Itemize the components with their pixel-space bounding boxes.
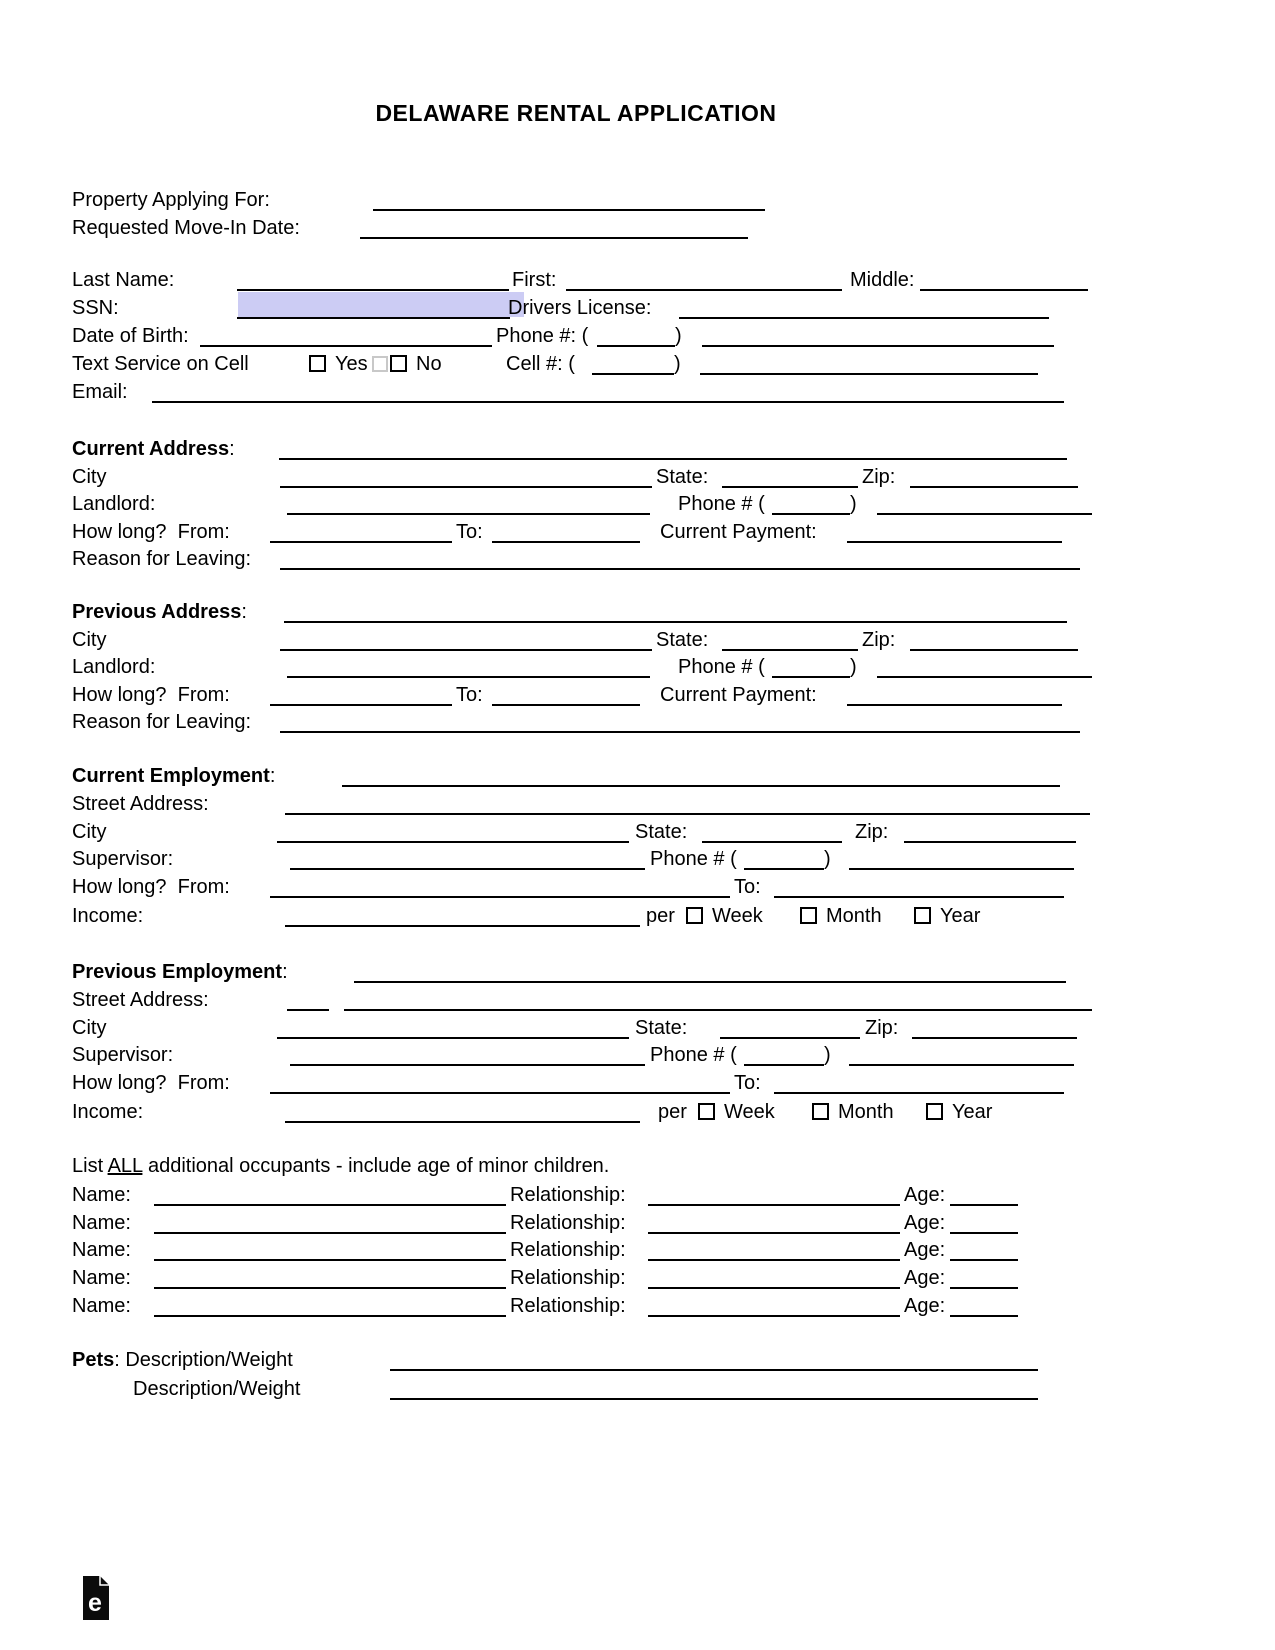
city-line	[277, 1037, 629, 1039]
ssn-line	[237, 317, 510, 319]
page-title: DELAWARE RENTAL APPLICATION	[375, 100, 777, 126]
to-line	[492, 704, 640, 706]
occupant-relationship-label: Relationship:	[510, 1212, 626, 1234]
current-address-heading	[72, 436, 235, 462]
move-in-date-label: Requested Move-In Date:	[72, 217, 300, 239]
occupant-name-label: Name:	[72, 1212, 131, 1234]
current-employment-income-row	[72, 902, 1080, 930]
street-address-label: Street Address:	[72, 793, 209, 815]
current-employment-howlong-row	[72, 873, 1080, 901]
reason-for-leaving-label: Reason for Leaving:	[72, 548, 252, 570]
street-address-label: Street Address:	[72, 989, 209, 1011]
text-service-cell-row	[72, 350, 1080, 378]
occupant-name-line	[154, 1315, 506, 1317]
occupant-relationship-line	[648, 1204, 900, 1206]
city-label: City	[72, 1017, 107, 1039]
move-in-date-line	[360, 237, 748, 239]
occupant-age-label: Age:	[904, 1212, 946, 1234]
supervisor-phone-paren-close: )	[824, 1044, 831, 1066]
state-label: State:	[635, 821, 688, 843]
supervisor-phone-paren-close: )	[824, 848, 831, 870]
state-line	[722, 486, 858, 488]
email-line	[152, 401, 1064, 403]
current-address-heading-text: Current Address	[72, 438, 230, 460]
eforms-logo	[83, 1576, 109, 1620]
occupant-relationship-line	[648, 1287, 900, 1289]
current-address-landlord-row	[72, 490, 1080, 518]
zip-label: Zip:	[865, 1017, 899, 1039]
occupant-name-line	[154, 1232, 506, 1234]
cell-number-label: Cell #: (	[506, 353, 575, 375]
no-label: No	[416, 353, 442, 375]
supervisor-phone-line	[849, 1064, 1074, 1066]
occupant-row	[72, 1264, 1080, 1292]
property-applying-for-row	[72, 186, 1080, 214]
previous-address-city-row	[72, 626, 1080, 654]
city-line	[280, 486, 652, 488]
state-line	[720, 1037, 860, 1039]
current-employment-line	[342, 785, 1060, 787]
occupant-relationship-label: Relationship:	[510, 1267, 626, 1289]
week-label: Week	[724, 1101, 775, 1123]
city-label: City	[72, 629, 107, 651]
previous-employment-heading-text: Previous Employment	[72, 961, 283, 983]
occupant-age-line	[950, 1287, 1018, 1289]
phone-number-line	[702, 345, 1054, 347]
year-label: Year	[940, 905, 981, 927]
pets-description-line-2	[390, 1398, 1038, 1400]
state-label: State:	[656, 629, 709, 651]
occupant-age-label: Age:	[904, 1295, 946, 1317]
last-name-line	[237, 289, 509, 291]
city-label: City	[72, 821, 107, 843]
previous-address-heading	[72, 599, 247, 625]
occupant-name-label: Name:	[72, 1295, 131, 1317]
phone-area-code-line	[597, 345, 675, 347]
current-employment-heading-text: Current Employment	[72, 765, 270, 787]
previous-address-line	[284, 621, 1067, 623]
occupant-relationship-label: Relationship:	[510, 1239, 626, 1261]
previous-address-heading-text: Previous Address	[72, 601, 242, 623]
landlord-phone-line	[877, 513, 1092, 515]
how-long-from-label: How long? From:	[72, 1072, 230, 1094]
occupant-relationship-line	[648, 1259, 900, 1261]
from-line	[270, 704, 452, 706]
landlord-phone-area-line	[772, 676, 850, 678]
email-label: Email:	[72, 381, 128, 403]
year-checkbox-icon	[914, 907, 931, 924]
per-label: per	[658, 1101, 687, 1123]
to-label: To:	[456, 684, 483, 706]
no-checkbox-icon	[390, 355, 407, 372]
middle-name-label: Middle:	[850, 269, 915, 291]
pets-row-1	[72, 1346, 1080, 1374]
reason-for-leaving-line	[280, 568, 1080, 570]
supervisor-label: Supervisor:	[72, 1044, 174, 1066]
current-address-line	[279, 458, 1067, 460]
how-long-from-label: How long? From:	[72, 684, 230, 706]
drivers-license-line	[679, 317, 1049, 319]
reason-for-leaving-line	[280, 731, 1080, 733]
yes-checkbox-icon	[309, 355, 326, 372]
occupant-name-label: Name:	[72, 1184, 131, 1206]
occupant-name-line	[154, 1259, 506, 1261]
previous-employment-street-row	[72, 986, 1080, 1014]
cell-number-line	[700, 373, 1038, 375]
ssn-input-field[interactable]	[238, 292, 524, 317]
occupant-name-label: Name:	[72, 1267, 131, 1289]
text-service-checkbox-widget[interactable]	[372, 356, 388, 372]
year-checkbox-icon	[926, 1103, 943, 1120]
previous-employment-income-row	[72, 1098, 1080, 1126]
supervisor-phone-area-line	[744, 1064, 824, 1066]
occupants-intro-pre: List	[72, 1155, 108, 1177]
zip-line	[910, 649, 1078, 651]
zip-line	[910, 486, 1078, 488]
month-checkbox-icon	[812, 1103, 829, 1120]
occupant-age-label: Age:	[904, 1267, 946, 1289]
supervisor-line	[290, 868, 645, 870]
state-line	[722, 649, 858, 651]
occupant-age-label: Age:	[904, 1184, 946, 1206]
pets-description-weight-label: : Description/Weight	[114, 1349, 293, 1371]
occupant-row	[72, 1292, 1080, 1320]
previous-employment-line	[354, 981, 1066, 983]
landlord-phone-line	[877, 676, 1092, 678]
current-address-reason-row	[72, 545, 1080, 573]
occupants-intro-row	[72, 1152, 1080, 1180]
cell-paren-close: )	[674, 353, 681, 375]
previous-employment-howlong-row	[72, 1069, 1080, 1097]
landlord-phone-label: Phone # (	[678, 656, 765, 678]
to-line	[774, 1092, 1064, 1094]
current-address-heading-row	[72, 435, 1080, 463]
state-label: State:	[656, 466, 709, 488]
occupant-row	[72, 1236, 1080, 1264]
occupant-name-line	[154, 1287, 506, 1289]
week-checkbox-icon	[686, 907, 703, 924]
zip-label: Zip:	[862, 466, 896, 488]
how-long-from-label: How long? From:	[72, 521, 230, 543]
pets-row-2	[72, 1375, 1080, 1403]
landlord-phone-area-line	[772, 513, 850, 515]
week-checkbox-icon	[698, 1103, 715, 1120]
move-in-date-row	[72, 214, 1080, 242]
supervisor-label: Supervisor:	[72, 848, 174, 870]
occupant-name-label: Name:	[72, 1239, 131, 1261]
zip-line	[904, 841, 1076, 843]
pets-heading-text: Pets	[72, 1349, 115, 1371]
supervisor-phone-label: Phone # (	[650, 1044, 737, 1066]
reason-for-leaving-label: Reason for Leaving:	[72, 711, 252, 733]
previous-address-heading-colon: :	[241, 601, 247, 623]
first-name-label: First:	[512, 269, 557, 291]
landlord-label: Landlord:	[72, 656, 156, 678]
email-row	[72, 378, 1080, 406]
occupant-age-line	[950, 1204, 1018, 1206]
previous-employment-heading-colon: :	[282, 961, 288, 983]
to-line	[774, 896, 1064, 898]
city-line	[280, 649, 652, 651]
month-label: Month	[826, 905, 882, 927]
current-address-howlong-row	[72, 518, 1080, 546]
to-label: To:	[456, 521, 483, 543]
income-line	[285, 925, 640, 927]
previous-employment-city-row	[72, 1014, 1080, 1042]
landlord-phone-paren-close: )	[850, 493, 857, 515]
landlord-phone-paren-close: )	[850, 656, 857, 678]
street-address-line	[285, 813, 1090, 815]
dob-phone-row	[72, 322, 1080, 350]
city-line	[277, 841, 629, 843]
to-label: To:	[734, 1072, 761, 1094]
previous-employment-heading	[72, 959, 288, 985]
pets-description-weight-label-2: Description/Weight	[133, 1378, 301, 1400]
landlord-label: Landlord:	[72, 493, 156, 515]
occupant-row	[72, 1181, 1080, 1209]
current-payment-line	[847, 541, 1062, 543]
occupant-age-line	[950, 1259, 1018, 1261]
year-label: Year	[952, 1101, 993, 1123]
current-employment-heading	[72, 763, 275, 789]
form-content	[72, 0, 1080, 1650]
city-label: City	[72, 466, 107, 488]
current-employment-heading-colon: :	[269, 765, 276, 787]
occupant-relationship-label: Relationship:	[510, 1295, 626, 1317]
current-payment-line	[847, 704, 1062, 706]
occupants-intro-all: ALL	[107, 1155, 143, 1177]
cell-area-code-line	[592, 373, 674, 375]
current-payment-label: Current Payment:	[660, 521, 817, 543]
state-line	[702, 841, 842, 843]
previous-employment-heading-row	[72, 958, 1080, 986]
current-employment-heading-row	[72, 762, 1080, 790]
zip-label: Zip:	[855, 821, 889, 843]
how-long-from-label: How long? From:	[72, 876, 230, 898]
income-label: Income:	[72, 905, 144, 927]
from-line	[270, 1092, 730, 1094]
occupant-age-label: Age:	[904, 1239, 946, 1261]
middle-name-line	[920, 289, 1088, 291]
month-checkbox-icon	[800, 907, 817, 924]
eforms-logo-letter: e	[88, 1589, 102, 1617]
from-line	[270, 541, 452, 543]
month-label: Month	[838, 1101, 894, 1123]
week-label: Week	[712, 905, 763, 927]
state-label: State:	[635, 1017, 688, 1039]
current-address-heading-colon: :	[229, 438, 235, 460]
street-address-line	[344, 1009, 1092, 1011]
last-name-label: Last Name:	[72, 269, 175, 291]
to-line	[492, 541, 640, 543]
income-label: Income:	[72, 1101, 144, 1123]
property-applying-for-label: Property Applying For:	[72, 189, 270, 211]
supervisor-phone-line	[849, 868, 1074, 870]
occupant-age-line	[950, 1232, 1018, 1234]
previous-address-landlord-row	[72, 653, 1080, 681]
current-employment-supervisor-row	[72, 845, 1080, 873]
to-label: To:	[734, 876, 761, 898]
phone-number-label: Phone #: (	[496, 325, 589, 347]
occupant-relationship-line	[648, 1315, 900, 1317]
drivers-license-label: Drivers License:	[508, 297, 652, 319]
text-service-label: Text Service on Cell	[72, 353, 249, 375]
supervisor-phone-label: Phone # (	[650, 848, 737, 870]
from-line	[270, 896, 730, 898]
date-of-birth-line	[200, 345, 492, 347]
zip-line	[912, 1037, 1077, 1039]
occupant-row	[72, 1209, 1080, 1237]
name-row	[72, 266, 1080, 294]
occupants-intro-post: additional occupants - include age of minor children.	[142, 1155, 610, 1177]
occupant-relationship-label: Relationship:	[510, 1184, 626, 1206]
income-line	[285, 1121, 640, 1123]
previous-address-howlong-row	[72, 681, 1080, 709]
occupant-relationship-line	[648, 1232, 900, 1234]
current-address-city-row	[72, 463, 1080, 491]
pets-description-line-1	[390, 1369, 1038, 1371]
occupant-name-line	[154, 1204, 506, 1206]
current-employment-street-row	[72, 790, 1080, 818]
current-payment-label: Current Payment:	[660, 684, 817, 706]
first-name-line	[566, 289, 842, 291]
ssn-label: SSN:	[72, 297, 119, 319]
property-applying-for-line	[373, 209, 765, 211]
supervisor-line	[290, 1064, 645, 1066]
previous-employment-supervisor-row	[72, 1041, 1080, 1069]
occupants-intro	[72, 1153, 609, 1179]
per-label: per	[646, 905, 675, 927]
landlord-line	[287, 676, 650, 678]
supervisor-phone-area-line	[744, 868, 824, 870]
landlord-line	[287, 513, 650, 515]
landlord-phone-label: Phone # (	[678, 493, 765, 515]
pets-description-label	[72, 1347, 293, 1373]
date-of-birth-label: Date of Birth:	[72, 325, 189, 347]
ssn-row	[72, 294, 1080, 322]
occupant-age-line	[950, 1315, 1018, 1317]
yes-label: Yes	[335, 353, 368, 375]
street-address-short-line	[287, 1009, 329, 1011]
current-employment-city-row	[72, 818, 1080, 846]
zip-label: Zip:	[862, 629, 896, 651]
previous-address-reason-row	[72, 708, 1080, 736]
phone-paren-close: )	[675, 325, 682, 347]
previous-address-heading-row	[72, 598, 1080, 626]
